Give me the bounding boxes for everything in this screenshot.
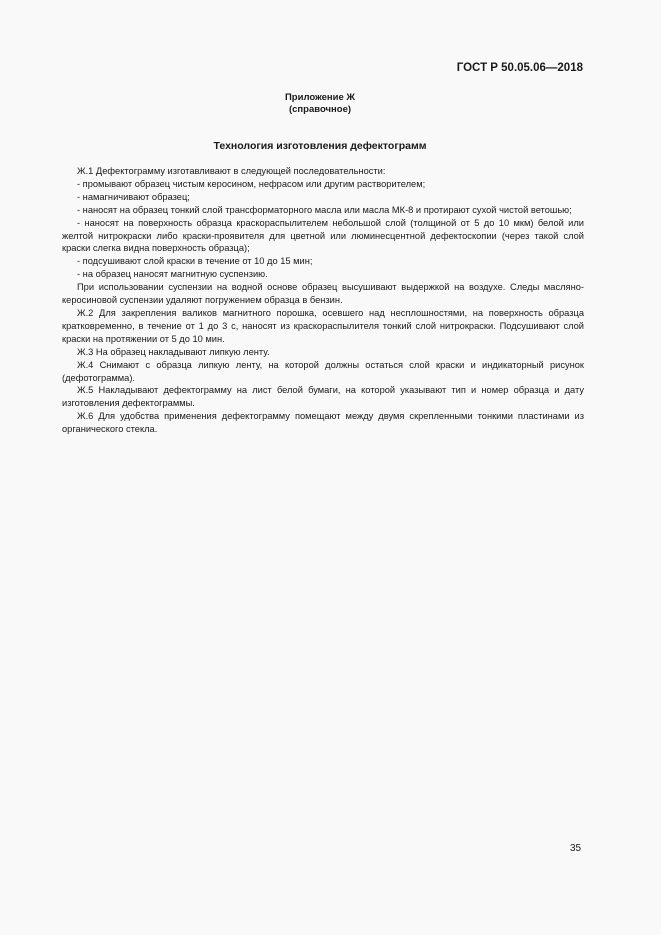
paragraph: Ж.1 Дефектограмму изготавливают в следующей последовательности:	[77, 166, 386, 176]
paragraph: - наносят на образец тонкий слой трансформаторного масла или масла МК-8 и протирают сухой чистой ветошью;	[77, 204, 572, 215]
appendix-label: Приложение Ж	[284, 92, 356, 103]
paragraph: - на образец наносят магнитную суспензию.	[77, 269, 268, 280]
appendix-type: (справочное)	[288, 104, 352, 115]
paragraph: Ж.5 Накладывают дефектограмму на лист белой бумаги, на которой указывают тип и номер образца и дату изготовления дефектограммы.	[62, 385, 584, 409]
appendix-heading	[0, 92, 640, 116]
paragraph: Ж.2 Для закрепления валиков магнитного порошка, осевшего над несплошностями, на поверхность образца кратковременно, в течение от 1 до 3 с, наносят из краскораспылителя тонкий слой нитрокраски. Подсушивают слой краски на протяжении от 5 до 10 мин.	[62, 307, 584, 344]
page-number: 35	[570, 843, 582, 854]
document-code: ГОСТ Р 50.05.06—2018	[456, 62, 583, 74]
paragraph: Ж.3 На образец накладывают липкую ленту.	[77, 346, 270, 357]
body-text	[62, 165, 584, 436]
paragraph: - наносят на поверхность образца краскораспылителем небольшой слой (толщиной от 5 до 10 мкм) белой или желтой нитрокраски либо краски-проявителя для цветной или люминесцентной дефектоскопии (через такой слой краски слегка видна поверхность образца);	[62, 217, 584, 254]
paragraph: При использовании суспензии на водной основе образец высушивают выдержкой на воздухе. Следы масляно-керосиновой суспензии удаляют погружением образца в бензин.	[62, 282, 584, 306]
paragraph: - намагничивают образец;	[77, 191, 190, 202]
paragraph: - промывают образец чистым керосином, нефрасом или другим растворителем;	[77, 178, 426, 189]
paragraph: Ж.4 Снимают с образца липкую ленту, на которой должны остаться слой краски и индикаторный рисунок (дефотограмма).	[62, 359, 584, 383]
paragraph: - подсушивают слой краски в течение от 10 до 15 мин;	[77, 256, 313, 267]
paragraph: Ж.6 Для удобства применения дефектограмму помещают между двумя скрепленными тонкими пластинами из органического стекла.	[62, 411, 584, 435]
section-title: Технология изготовления дефектограмм	[213, 140, 427, 152]
